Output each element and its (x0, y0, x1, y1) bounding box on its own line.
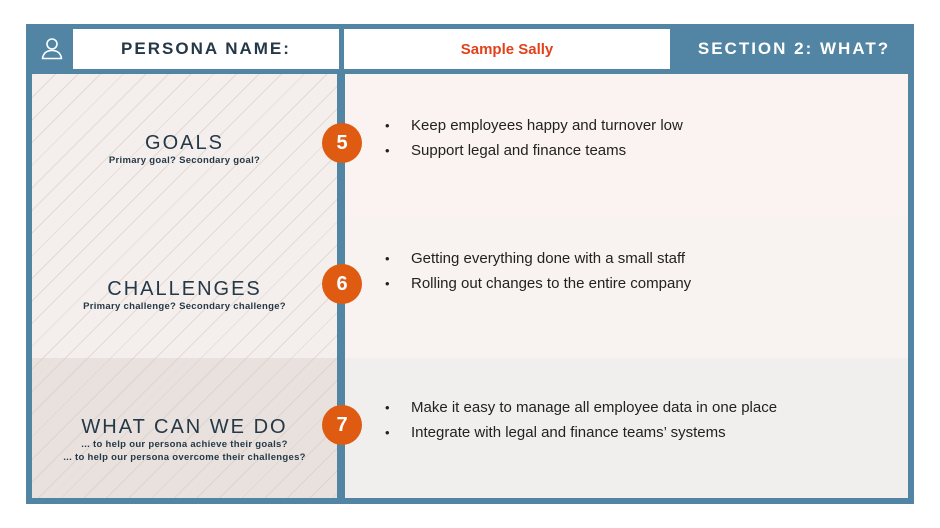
labels-column (32, 74, 337, 498)
step-badge-7: 7 (322, 405, 362, 445)
content-column (345, 74, 908, 498)
persona-card (26, 24, 914, 504)
what-can-we-do-label-cell (32, 358, 337, 498)
step-badge-5: 5 (322, 123, 362, 163)
what-can-we-do-bullet-list (385, 395, 777, 445)
challenges-title: CHALLENGES (107, 278, 262, 300)
goals-title: GOALS (145, 132, 224, 154)
user-icon (40, 37, 64, 61)
list-item: • Make it easy to manage all employee data in one place (385, 395, 777, 420)
list-item: • Integrate with legal and finance teams’ systems (385, 420, 777, 445)
list-item: • Keep employees happy and turnover low (385, 113, 683, 138)
what-can-we-do-content-cell (345, 358, 908, 498)
challenges-bullet-list (385, 246, 691, 296)
header-bar (26, 24, 914, 74)
list-item: • Getting everything done with a small staff (385, 246, 691, 271)
goals-content-cell (345, 74, 908, 216)
step-badge-6: 6 (322, 264, 362, 304)
goals-subtitle: Primary goal? Secondary goal? (108, 155, 261, 166)
persona-name-label: PERSONA NAME: (73, 29, 339, 69)
persona-name-value: Sample Sally (344, 29, 670, 69)
list-item: • Support legal and finance teams (385, 138, 683, 163)
what-can-we-do-subtitle-1: ... to help our persona achieve their goals? (81, 439, 288, 450)
section-title: SECTION 2: WHAT? (697, 39, 891, 58)
challenges-label-cell (32, 216, 337, 358)
challenges-subtitle: Primary challenge? Secondary challenge? (83, 301, 286, 312)
what-can-we-do-title: WHAT CAN WE DO (81, 416, 288, 438)
challenges-content-cell (345, 216, 908, 358)
goals-bullet-list (385, 113, 683, 163)
goals-label-cell (32, 74, 337, 216)
what-can-we-do-subtitle-2: ... to help our persona overcome their challenges? (63, 452, 306, 463)
list-item: • Rolling out changes to the entire company (385, 271, 691, 296)
